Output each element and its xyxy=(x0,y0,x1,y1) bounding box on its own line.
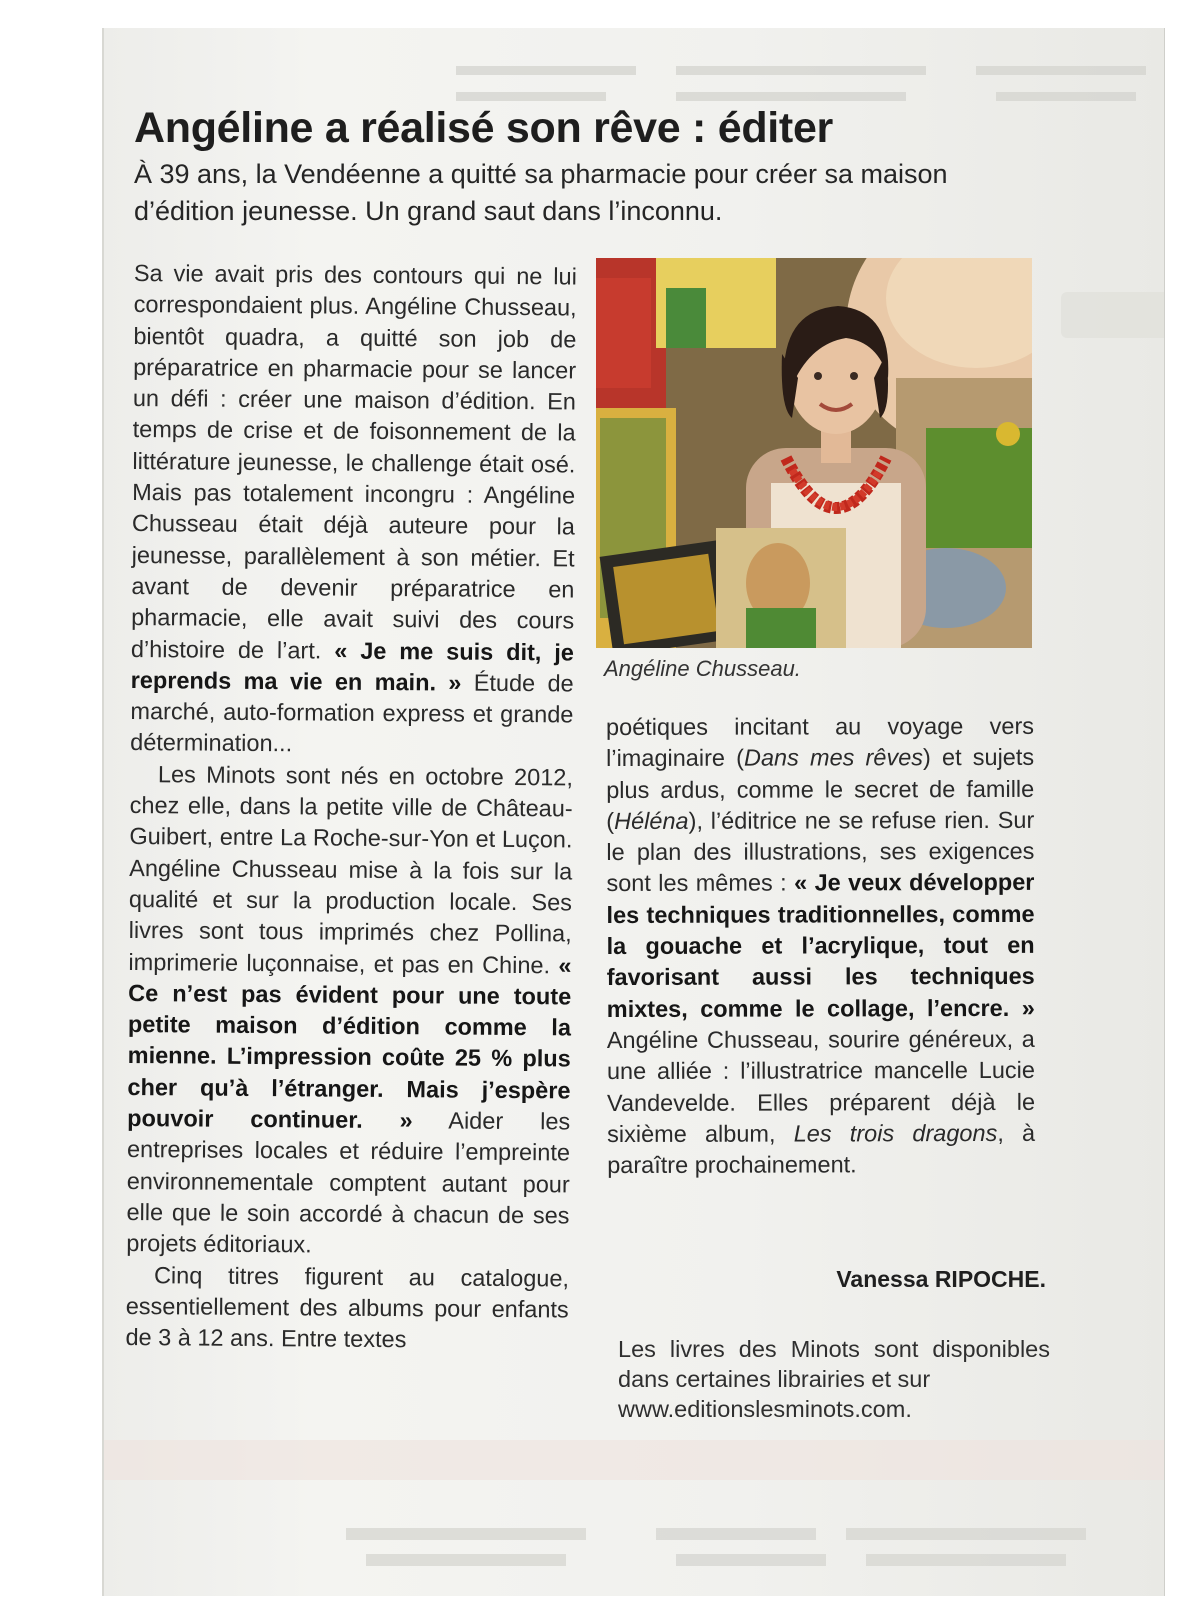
paragraph-2 xyxy=(126,759,573,1263)
book-title-les-trois-dragons: Les trois dragons xyxy=(793,1119,998,1147)
bleed-through-heading-shape xyxy=(1061,282,1164,352)
book-title-dans-mes-reves: Dans mes rêves xyxy=(743,744,924,771)
article-column-right xyxy=(606,711,1035,1182)
photo-caption: Angéline Chusseau. xyxy=(604,656,801,681)
info-note-text: Les livres des Minots sont disponibles dans certaines librairies et sur xyxy=(618,1336,1050,1392)
info-note-url: www.editionslesminots.com. xyxy=(618,1396,912,1422)
paragraph-1-text-a: Sa vie avait pris des contours qui ne lui correspondaient plus. Angéline Chusseau, bientôt quadra, a quitté son job de préparatrice en pharmacie pour se lancer un défi : créer une maison d’édition. En temps de crise et de foisonnement de la littérature jeunesse, le challenge était osé. Mais pas totalement incongru : Angéline Chusseau était déjà auteure pour la jeunesse, parallèlement à son métier. Et avant de devenir préparatrice en pharmacie, elle avait suivi des cours d’histoire de l’art. xyxy=(130,259,577,664)
paragraph-1-text-b: Étude de marché, auto-formation express et grande détermination... xyxy=(130,669,574,757)
paragraph-4-text-1: poétiques incitant au voyage vers l’imaginaire ( xyxy=(606,712,1035,772)
portrait-illustration xyxy=(596,258,1032,648)
book-title-helena: Héléna xyxy=(614,807,689,834)
paragraph-2-quote: « Ce n’est pas évident pour une toute petite maison d’édition comme la mienne. L’impression coûte 25 % plus cher qu’à l’étranger. Mais j’espère pouvoir continuer. » xyxy=(127,951,572,1134)
article-byline: Vanessa RIPOCHE. xyxy=(836,1266,1046,1292)
paragraph-2-text-a: Les Minots sont nés en octobre 2012, chez elle, dans la petite ville de Château-Guibert, entre La Roche-sur-Yon et Luçon. Angéline Chusseau mise à la fois sur la qualité et sur la production locale. Ses livres sont tous imprimés chez Pollina, imprimerie luçonnaise, et pas en Chine. xyxy=(128,760,574,978)
article-standfirst: À 39 ans, la Vendéenne a quitté sa pharmacie pour créer sa maison d’édition jeunesse. Un grand saut dans l’inconnu. xyxy=(134,159,948,226)
article-headline: Angéline a réalisé son rêve : éditer xyxy=(134,104,833,152)
paragraph-1-quote: « Je me suis dit, je reprends ma vie en main. » xyxy=(130,637,575,696)
article-photo xyxy=(596,258,1032,648)
paragraph-4-text-2: ) et sujets plus ardus, comme le secret de famille ( xyxy=(606,744,1035,834)
article-column-left xyxy=(125,258,577,1357)
bleed-through-top xyxy=(434,34,1134,94)
info-note xyxy=(618,1334,1050,1424)
newspaper-clipping xyxy=(104,28,1164,1596)
paragraph-4-text-4: Angéline Chusseau, sourire généreux, a une alliée : l’illustratrice mancelle Lucie Vandevelde. Elles préparent déjà le sixième album, xyxy=(606,1025,1036,1147)
paragraph-4-text-3: ), l’éditrice ne se refuse rien. Sur le plan des illustrations, ses exigences sont les mêmes : xyxy=(606,806,1035,897)
bleed-through-bottom-lines xyxy=(326,1522,1126,1582)
paragraph-4-quote: « Je veux développer les techniques traditionnelles, comme la gouache et l’acrylique, tout en favorisant aussi les techniques mixtes, comme le collage, l’encre. » xyxy=(606,869,1035,1022)
bleed-through-band xyxy=(104,1440,1164,1480)
paragraph-4 xyxy=(606,711,1035,1182)
paragraph-1 xyxy=(130,258,577,762)
paragraph-2-text-b: Aider les entreprises locales et réduire l’empreinte environnementale comptent autant pour elle que le soin accordé à chacun de ses projets éditoriaux. xyxy=(126,1107,571,1258)
paragraph-3: Cinq titres figurent au catalogue, essentiellement des albums pour enfants de 3 à 12 ans. Entre textes xyxy=(125,1261,570,1353)
paragraph-4-text-5: , à paraître prochainement. xyxy=(607,1119,1036,1179)
bleed-through-bottom xyxy=(304,1498,1104,1558)
